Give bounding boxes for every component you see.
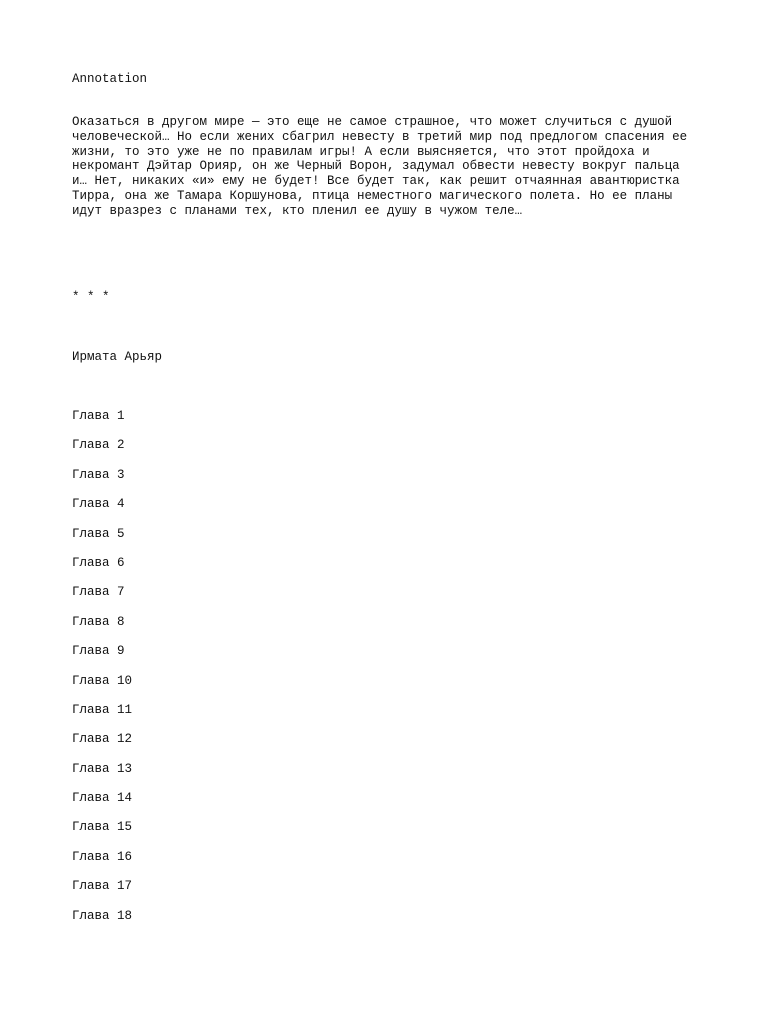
chapter-item: Глава 3: [72, 467, 125, 482]
chapter-item: Глава 7: [72, 585, 125, 600]
chapter-item: Глава 14: [72, 791, 133, 806]
chapter-item: Глава 9: [72, 644, 125, 659]
chapter-item: Глава 16: [72, 849, 133, 864]
chapter-item: Глава 13: [72, 761, 133, 776]
chapter-item: Глава 15: [72, 820, 133, 835]
chapter-item: Глава 6: [72, 555, 125, 570]
chapter-item: Глава 8: [72, 614, 125, 629]
chapter-item: Глава 4: [72, 497, 125, 512]
chapter-item: Глава 11: [72, 702, 133, 717]
chapter-item: Глава 12: [72, 732, 133, 747]
chapter-item: Глава 1: [72, 409, 125, 423]
chapter-item: Глава 5: [72, 526, 125, 541]
author-name: Ирмата Арьяр: [72, 350, 163, 364]
chapter-item: Глава 10: [72, 673, 133, 688]
chapter-item: Глава 17: [72, 879, 133, 894]
chapter-item: Глава 2: [72, 438, 125, 453]
section-separator: * * *: [72, 290, 110, 304]
chapter-list: [72, 409, 132, 938]
annotation-text: Оказаться в другом мире — это еще не самое страшное, что может случиться с душой человеческой… Но если жених сбагрил невесту в третий мир под предлогом спасения ее жизни, то это уже не по правилам игры! А если выясняется, что этот пройдоха и некромант Дэйтар Орияр, он же Черный Ворон, задумал обвести невесту вокруг пальца и… Нет, никаких «и» ему не будет! Все будет так, как решит отчаянная авантюристка Тирра, она же Тамара Коршунова, птица неместного магического полета. Но ее планы идут вразрез с планами тех, кто пленил ее душу в чужом теле…: [72, 115, 688, 218]
annotation-heading: Annotation: [72, 72, 148, 86]
chapter-item: Глава 18: [72, 908, 133, 923]
